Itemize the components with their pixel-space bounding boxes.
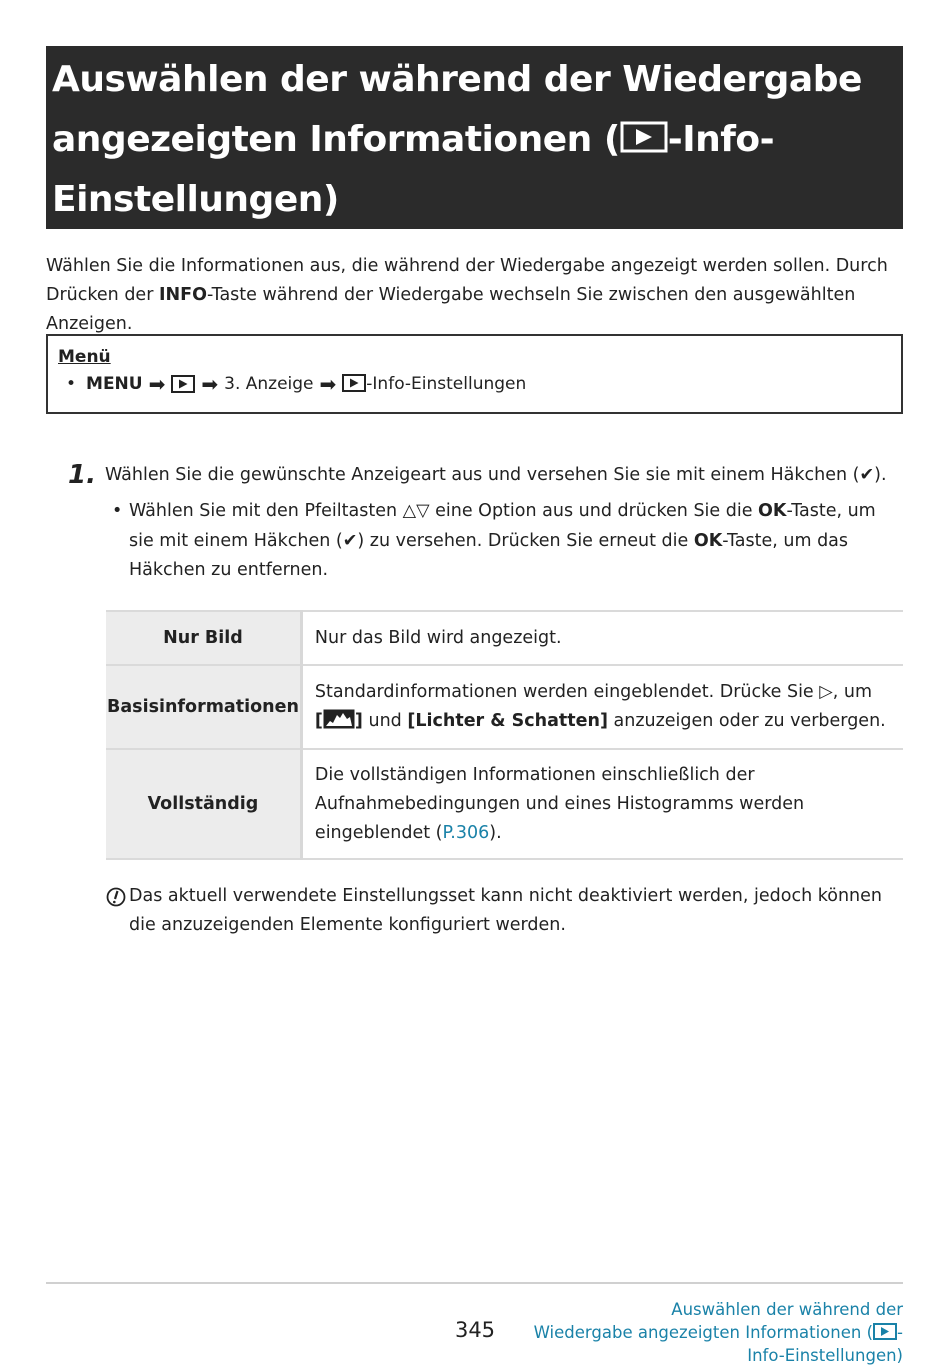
section-link[interactable]: Auswählen der während der Wiedergabe angezeigten Informationen ( - Info-Einstellungen) <box>533 1300 903 1365</box>
caution-icon <box>106 887 126 907</box>
option-description: Nur das Bild wird angezeigt. <box>301 611 903 665</box>
option-name: Nur Bild <box>106 611 301 665</box>
checkmark-icon: ✔ <box>859 465 875 485</box>
table-row <box>106 665 903 749</box>
playback-icon <box>873 1323 897 1340</box>
options-table <box>106 610 903 860</box>
table-row <box>106 749 903 859</box>
title-line-1: Auswählen der während der Wiedergabe <box>52 59 862 100</box>
menu-item-anzeige: 3. Anzeige <box>224 374 314 394</box>
page-title <box>46 46 903 229</box>
right-arrow-icon: ➡ <box>201 372 219 396</box>
title-line-3: Einstellungen) <box>52 179 339 220</box>
menu-path-box <box>46 334 903 414</box>
menu-heading: Menü <box>58 347 111 367</box>
page-number: 345 <box>454 1318 496 1342</box>
playback-icon <box>620 121 668 153</box>
page-reference-link[interactable]: P.306 <box>442 822 490 843</box>
checkmark-icon: ✔ <box>342 530 358 551</box>
step-number: 1. <box>68 460 96 490</box>
caution-note: Das aktuell verwendete Einstellungsset kann nicht deaktiviert werden, jedoch können die anzuzeigenden Elemente konfiguriert werden. <box>106 882 906 940</box>
intro-paragraph: Wählen Sie die Informationen aus, die während der Wiedergabe angezeigt werden sollen. Durch Drücken der INFO-Taste während der Wiedergabe wechseln Sie zwischen den ausgewählten Anzeigen. <box>46 256 888 334</box>
step-text: Wählen Sie die gewünschte Anzeigeart aus und versehen Sie sie mit einem Häkchen (✔). <box>105 465 887 485</box>
step-1-instruction: • Wählen Sie mit den Pfeiltasten △▽ eine Option aus und drücken Sie die OK-Taste, um sie mit einem Häkchen (✔) zu versehen. Drücken Sie erneut die OK-Taste, um das Häkchen zu entfernen. <box>112 501 876 580</box>
playback-icon <box>171 375 195 393</box>
title-line-2: angezeigten Informationen ( -Info- <box>52 119 775 160</box>
option-description: Standardinformationen werden eingeblendet. Drücke Sie ▷, um [ ] und [Lichter & Schatten] anzuzeigen oder zu verbergen. <box>301 665 903 749</box>
footer-divider <box>46 1282 903 1284</box>
menu-key: MENU <box>86 374 143 394</box>
playback-icon <box>342 374 366 392</box>
right-arrow-icon: ➡ <box>148 372 166 396</box>
option-name: Vollständig <box>106 749 301 859</box>
up-down-arrows-icon: △▽ <box>402 501 430 521</box>
right-arrow-icon: ➡ <box>319 372 337 396</box>
histogram-icon <box>323 709 355 729</box>
right-arrow-icon: ▷ <box>819 682 833 702</box>
menu-item-info-settings: -Info-Einstellungen <box>342 370 526 398</box>
info-key: INFO <box>158 285 207 305</box>
option-name: Basisinformationen <box>106 665 301 749</box>
option-description: Die vollständigen Informationen einschließlich der Aufnahmebedingungen und eines Histogramms werden eingeblendet (P.306). <box>301 749 903 859</box>
table-row <box>106 611 903 665</box>
menu-path: • MENU ➡ ➡ 3. Anzeige ➡ -Info-Einstellungen <box>66 372 527 396</box>
